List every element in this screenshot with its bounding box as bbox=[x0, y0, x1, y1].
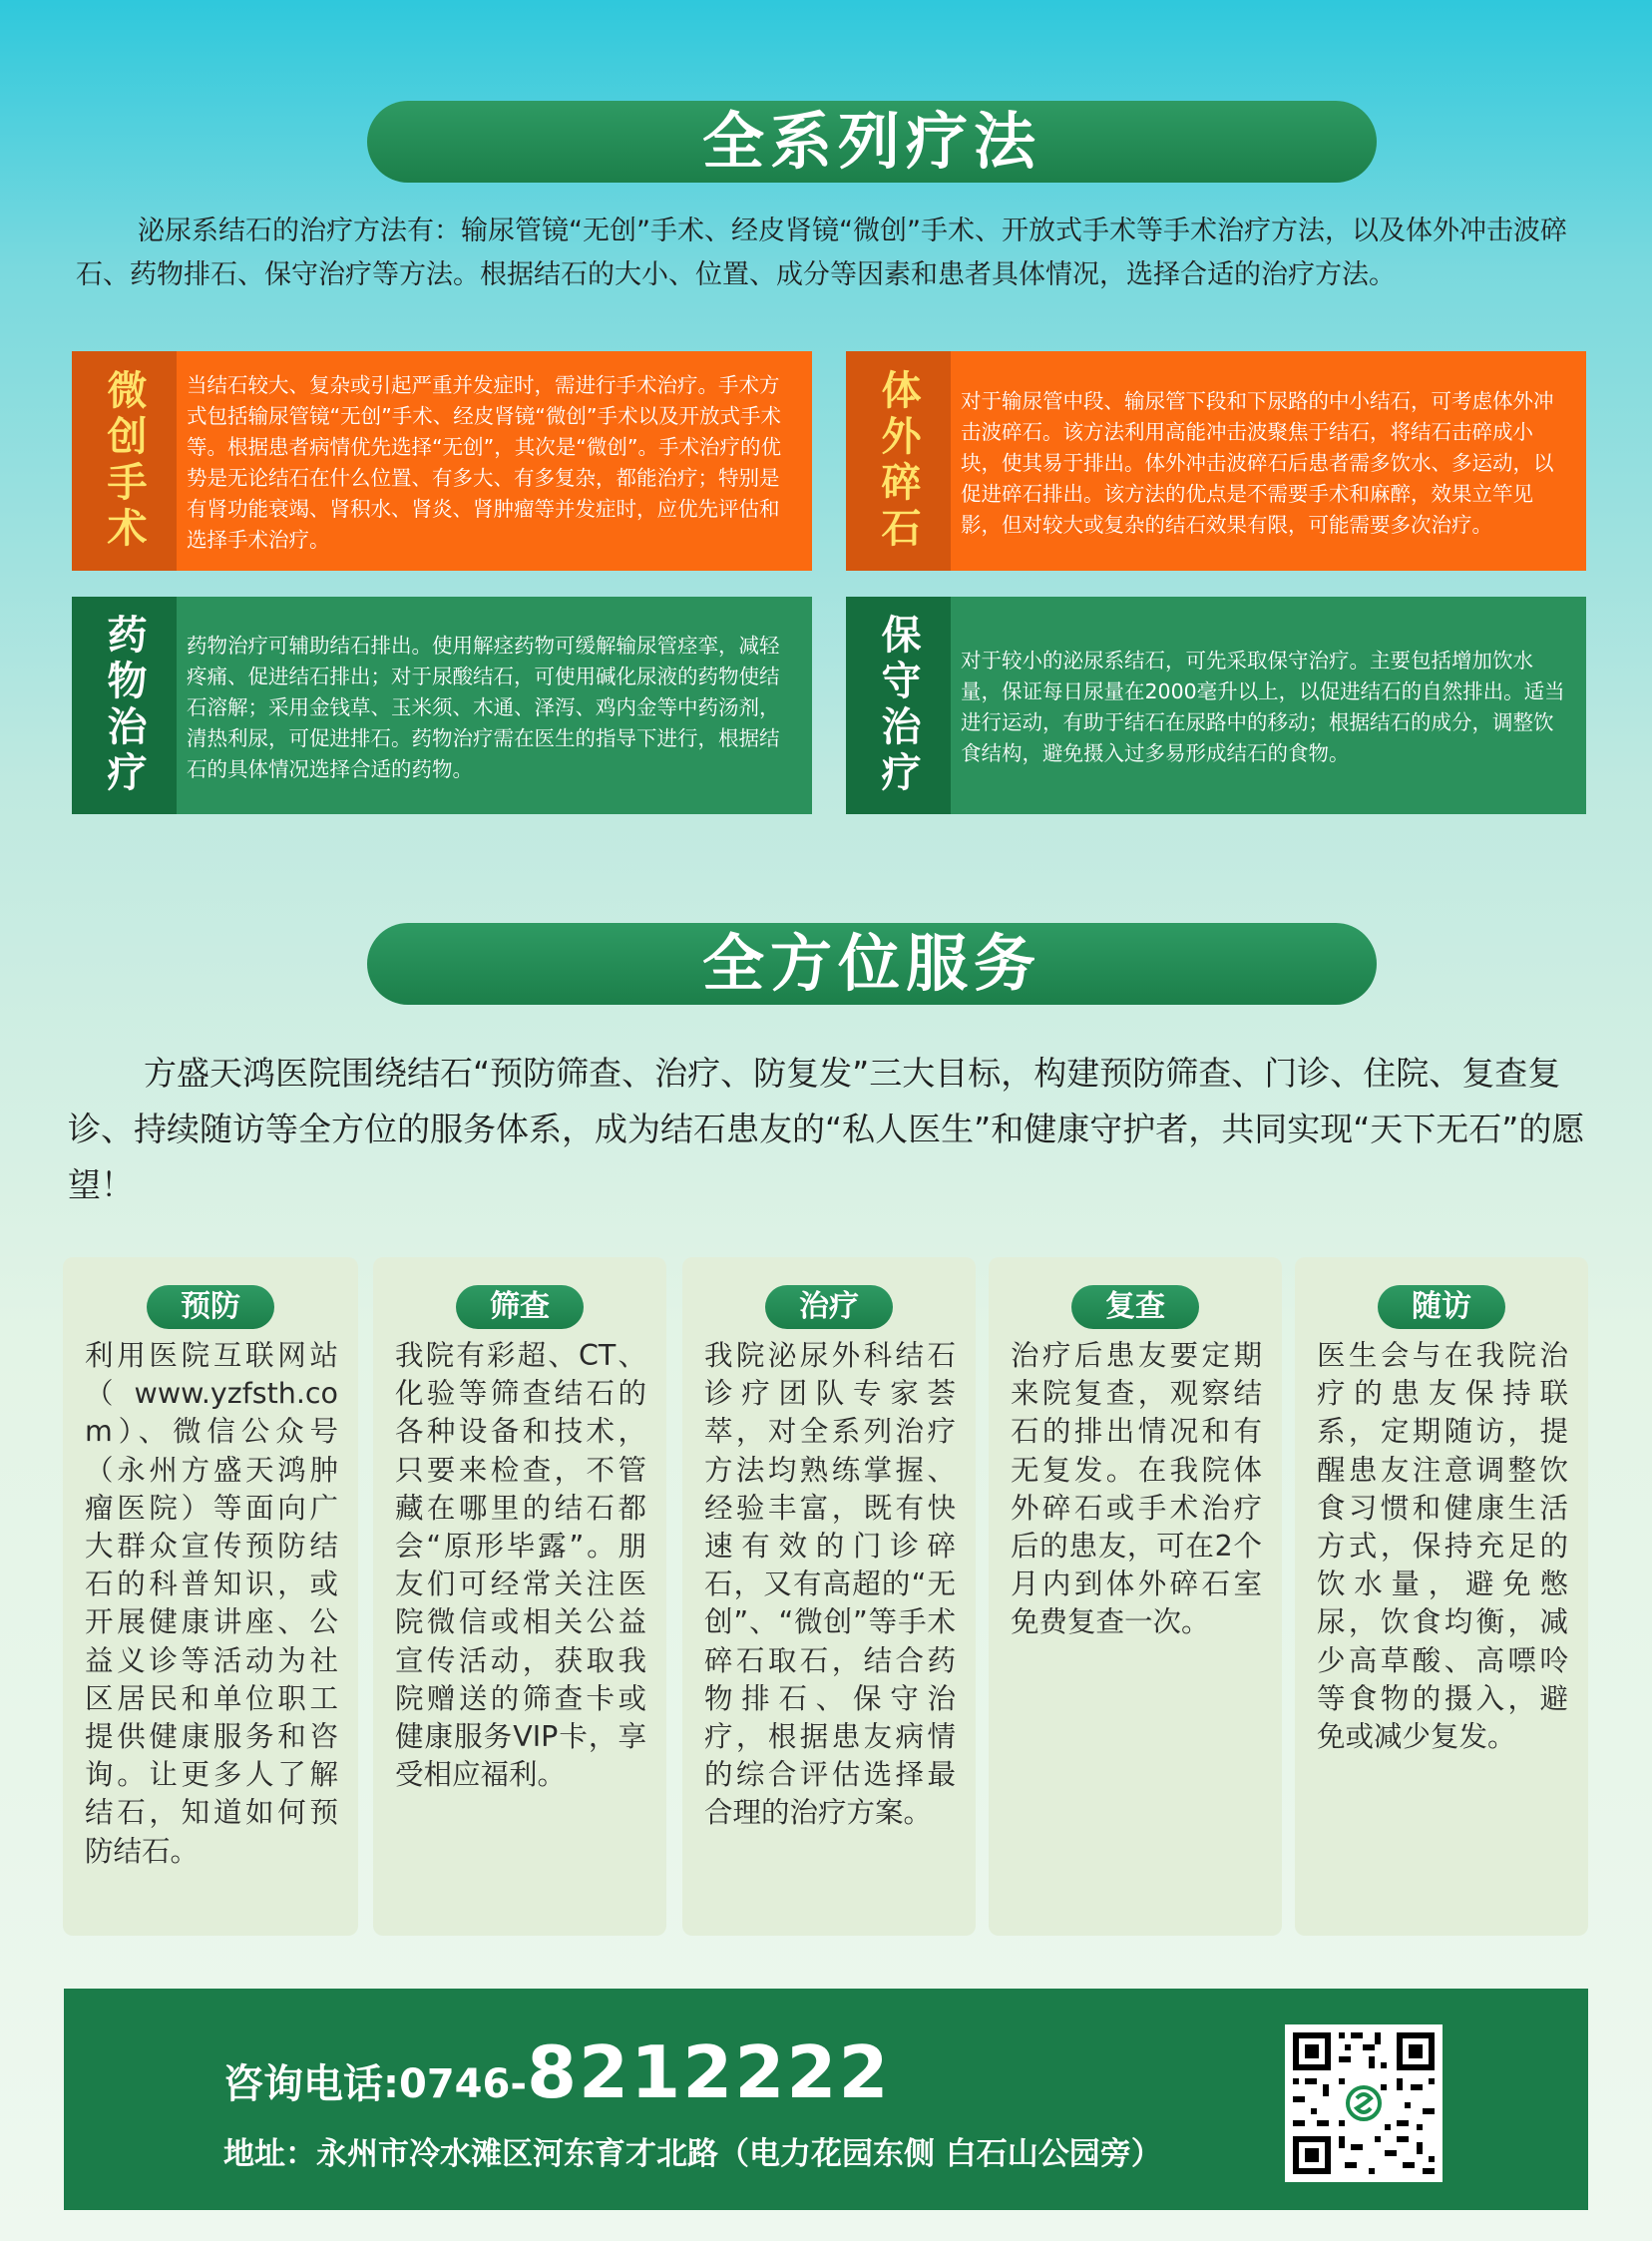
service-text: 利用医院互联网站（www.yzfsth.com）、微信公众号（永州方盛天鸿肿瘤医院）等面向广大群众宣传预防结石的科普知识，或开展健康讲座、公益义诊等活动为社区居民和单位职工提供健康服务和咨询。让更多人了解结石，知道如何预防结石。 bbox=[85, 1339, 338, 1868]
service-prevention bbox=[63, 1257, 358, 1936]
service-text: 治疗后患友要定期来院复查，观察结石的排出情况和有无复发。在我院体外碎石或手术治疗后的患友，可在2个月内到体外碎石室免费复查一次。 bbox=[1011, 1339, 1262, 1639]
service-label: 复查 bbox=[1071, 1285, 1199, 1329]
section2-title: 全方位服务 bbox=[367, 923, 1377, 1005]
service-text: 我院泌尿外科结石诊疗团队专家荟萃，对全系列治疗方法均熟练掌握、经验丰富，既有快速有效的门诊碎石，又有高超的“无创”、“微创”等手术碎石取石，结合药物排石、保守治疗，根据患友病情的综合评估选择最合理的治疗方案。 bbox=[704, 1339, 956, 1830]
card-label: 保守治疗 bbox=[875, 614, 921, 797]
card-text: 对于较小的泌尿系结石，可先采取保守治疗。主要包括增加饮水量，保证每日尿量在2000毫升以上，以促进结石的自然排出。适当进行运动，有助于结石在尿路中的移动；根据结石的成分，调整饮食结构，避免摄入过多易形成结石的食物。 bbox=[961, 649, 1565, 765]
card-label: 微创手术 bbox=[101, 369, 147, 553]
qr-code-graphic bbox=[1285, 2024, 1443, 2182]
card-text: 药物治疗可辅助结石排出。使用解痉药物可缓解输尿管痉挛，减轻疼痛、促进结石排出；对于尿酸结石，可使用碱化尿液的药物使结石溶解；采用金钱草、玉米须、木通、泽泻、鸡内金等中药汤剂，清热利尿，可促进排石。药物治疗需在医生的指导下进行，根据结石的具体情况选择合适的药物。 bbox=[187, 633, 780, 781]
card-label: 体外碎石 bbox=[875, 369, 921, 553]
card-medication bbox=[72, 597, 812, 814]
service-recheck bbox=[989, 1257, 1282, 1936]
section1-intro: 泌尿系结石的治疗方法有：输尿管镜“无创”手术、经皮肾镜“微创”手术、开放式手术等手术治疗方法，以及体外冲击波碎石、药物排石、保守治疗等方法。根据结石的大小、位置、成分等因素和患者具体情况，选择合适的治疗方法。 bbox=[76, 216, 1567, 290]
service-label: 随访 bbox=[1378, 1285, 1505, 1329]
phone-prefix: 咨询电话:0746- bbox=[223, 2061, 527, 2107]
service-text: 我院有彩超、CT、化验等筛查结石的各种设备和技术，只要来检查，不管藏在哪里的结石都会“原形毕露”。朋友们可经常关注医院微信或相关公益宣传活动，获取我院赠送的筛查卡或健康服务VIP卡，享受相应福利。 bbox=[395, 1339, 646, 1792]
phone-number: 8212222 bbox=[526, 2030, 891, 2114]
service-text: 医生会与在我院治疗的患友保持联系，定期随访，提醒患友注意调整饮食习惯和健康生活方式，保持充足的饮水量，避免憋尿，饮食均衡，减少高草酸、高嘌呤等食物的摄入，避免或减少复发。 bbox=[1317, 1339, 1568, 1754]
footer bbox=[64, 1989, 1588, 2210]
service-followup bbox=[1295, 1257, 1588, 1936]
card-lithotripsy bbox=[846, 351, 1586, 571]
card-conservative bbox=[846, 597, 1586, 814]
consult-phone[interactable] bbox=[223, 2030, 891, 2114]
card-text: 当结石较大、复杂或引起严重并发症时，需进行手术治疗。手术方式包括输尿管镜“无创”手术、经皮肾镜“微创”手术以及开放式手术等。根据患者病情优先选择“无创”，其次是“微创”。手术治疗的优势是无论结石在什么位置、有多大、有多复杂，都能治疗；特别是有肾功能衰竭、肾积水、肾炎、肾肿瘤等并发症时，应优先评估和选择手术治疗。 bbox=[187, 373, 781, 552]
section2-intro: 方盛天鸿医院围绕结石“预防筛查、治疗、防复发”三大目标，构建预防筛查、门诊、住院、复查复诊、持续随访等全方位的服务体系，成为结石患友的“私人医生”和健康守护者，共同实现“天下无石”的愿望！ bbox=[68, 1054, 1585, 1204]
qr-code-icon[interactable] bbox=[1285, 2024, 1443, 2182]
service-label: 治疗 bbox=[765, 1285, 893, 1329]
card-minimally-invasive bbox=[72, 351, 812, 571]
card-label: 药物治疗 bbox=[101, 614, 147, 797]
service-screening bbox=[373, 1257, 666, 1936]
address: 地址：永州市冷水滩区河东育才北路（电力花园东侧 白石山公园旁） bbox=[223, 2136, 1162, 2172]
card-text: 对于输尿管中段、输尿管下段和下尿路的中小结石，可考虑体外冲击波碎石。该方法利用高能冲击波聚焦于结石，将结石击碎成小块，使其易于排出。体外冲击波碎石后患者需多饮水、多运动，以促进碎石排出。该方法的优点是不需要手术和麻醉，效果立竿见影，但对较大或复杂的结石效果有限，可能需要多次治疗。 bbox=[961, 388, 1554, 537]
service-label: 筛查 bbox=[456, 1285, 584, 1329]
service-label: 预防 bbox=[147, 1285, 274, 1329]
section1-title: 全系列疗法 bbox=[367, 101, 1377, 183]
service-treatment bbox=[682, 1257, 976, 1936]
